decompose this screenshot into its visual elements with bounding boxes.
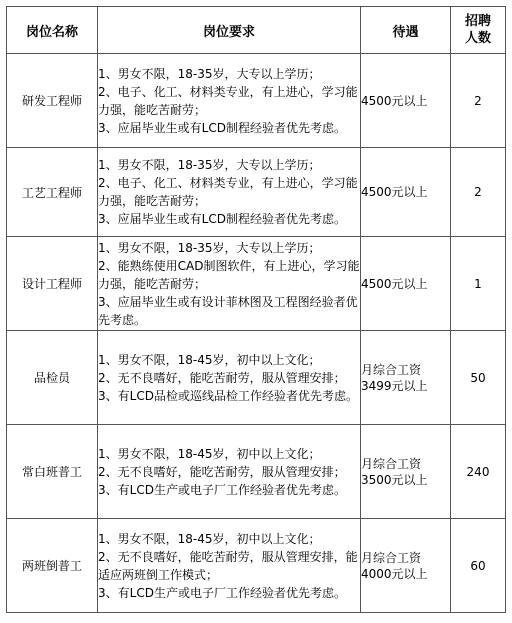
requirements-cell [98, 148, 361, 237]
requirements-cell [98, 425, 361, 519]
position-cell: 品检员 [7, 331, 98, 425]
requirement-line: 3、有LCD生产或电子厂工作经验者优先考虑。 [98, 482, 346, 497]
requirements-cell [98, 237, 361, 331]
position-cell: 常白班普工 [7, 425, 98, 519]
requirement-line: 1、男女不限，18-45岁，初中以上文化； [98, 446, 321, 461]
table-row [7, 148, 506, 237]
table-row [7, 519, 506, 613]
requirement-line: 3、有LCD生产或电子厂工作经验者优先考虑。 [98, 585, 346, 600]
requirement-line: 3、应届毕业生或有设计菲林图及工程图经验者优先考虑。 [98, 294, 358, 327]
requirements-cell [98, 519, 361, 613]
header-count-line2: 人数 [464, 31, 491, 46]
table-header-row [7, 7, 506, 54]
pay-cell [361, 425, 451, 519]
table-row [7, 237, 506, 331]
count-cell: 2 [451, 148, 506, 237]
pay-line: 3500元以上 [361, 472, 428, 487]
requirements-cell [98, 331, 361, 425]
pay-line: 月综合工资 [361, 456, 422, 471]
pay-line: 月综合工资 [361, 550, 422, 565]
requirement-line: 2、能熟练使用CAD制图软件，有上进心，学习能力强，能吃苦耐劳； [98, 258, 360, 291]
pay-line: 3499元以上 [361, 378, 428, 393]
table-row [7, 425, 506, 519]
recruitment-table [6, 6, 506, 613]
requirement-line: 3、应届毕业生或有LCD制程经验者优先考虑。 [98, 120, 346, 135]
position-cell: 设计工程师 [7, 237, 98, 331]
count-cell: 60 [451, 519, 506, 613]
header-requirements: 岗位要求 [98, 7, 361, 54]
requirement-line: 1、男女不限，18-35岁，大专以上学历； [98, 158, 321, 172]
pay-line: 月综合工资 [361, 362, 422, 377]
position-cell: 研发工程师 [7, 54, 98, 148]
pay-cell [361, 519, 451, 613]
requirement-line: 3、有LCD品检或巡线品检工作经验者优先考虑。 [98, 388, 358, 403]
position-cell: 工艺工程师 [7, 148, 98, 237]
recruitment-table-container [6, 6, 506, 613]
pay-cell [361, 54, 451, 148]
count-cell: 2 [451, 54, 506, 148]
requirements-cell [98, 54, 361, 148]
requirement-line: 1、男女不限，18-45岁，初中以上文化； [98, 352, 321, 367]
requirement-line: 2、电子、化工、材料类专业，有上进心，学习能力强，能吃苦耐劳； [98, 176, 358, 208]
requirement-line: 1、男女不限，18-35岁，大专以上学历； [98, 240, 321, 255]
count-cell: 240 [451, 425, 506, 519]
count-cell: 50 [451, 331, 506, 425]
table-row [7, 54, 506, 148]
requirement-line: 2、无不良嗜好，能吃苦耐劳，服从管理安排； [98, 370, 346, 385]
table-row [7, 331, 506, 425]
header-count-line1: 招聘 [464, 14, 491, 29]
pay-cell [361, 331, 451, 425]
header-pay: 待遇 [361, 7, 451, 54]
pay-line: 4500元以上 [361, 276, 428, 291]
requirement-line: 3、应届毕业生或有LCD制程经验者优先考虑。 [98, 212, 346, 226]
header-count [451, 7, 506, 54]
position-cell: 两班倒普工 [7, 519, 98, 613]
pay-line: 4000元以上 [361, 566, 428, 581]
requirement-line: 2、无不良嗜好，能吃苦耐劳，服从管理安排，能适应两班倒工作模式； [98, 549, 358, 582]
header-position: 岗位名称 [7, 7, 98, 54]
requirement-line: 1、男女不限，18-45岁，初中以上文化； [98, 531, 321, 546]
pay-line: 4500元以上 [361, 93, 428, 108]
count-cell: 1 [451, 237, 506, 331]
requirement-line: 2、电子、化工、材料类专业，有上进心，学习能力强，能吃苦耐劳； [98, 84, 358, 117]
pay-line: 4500元以上 [361, 185, 428, 199]
requirement-line: 2、无不良嗜好，能吃苦耐劳，服从管理安排； [98, 464, 346, 479]
pay-cell [361, 148, 451, 237]
requirement-line: 1、男女不限，18-35岁，大专以上学历； [98, 66, 321, 81]
pay-cell [361, 237, 451, 331]
